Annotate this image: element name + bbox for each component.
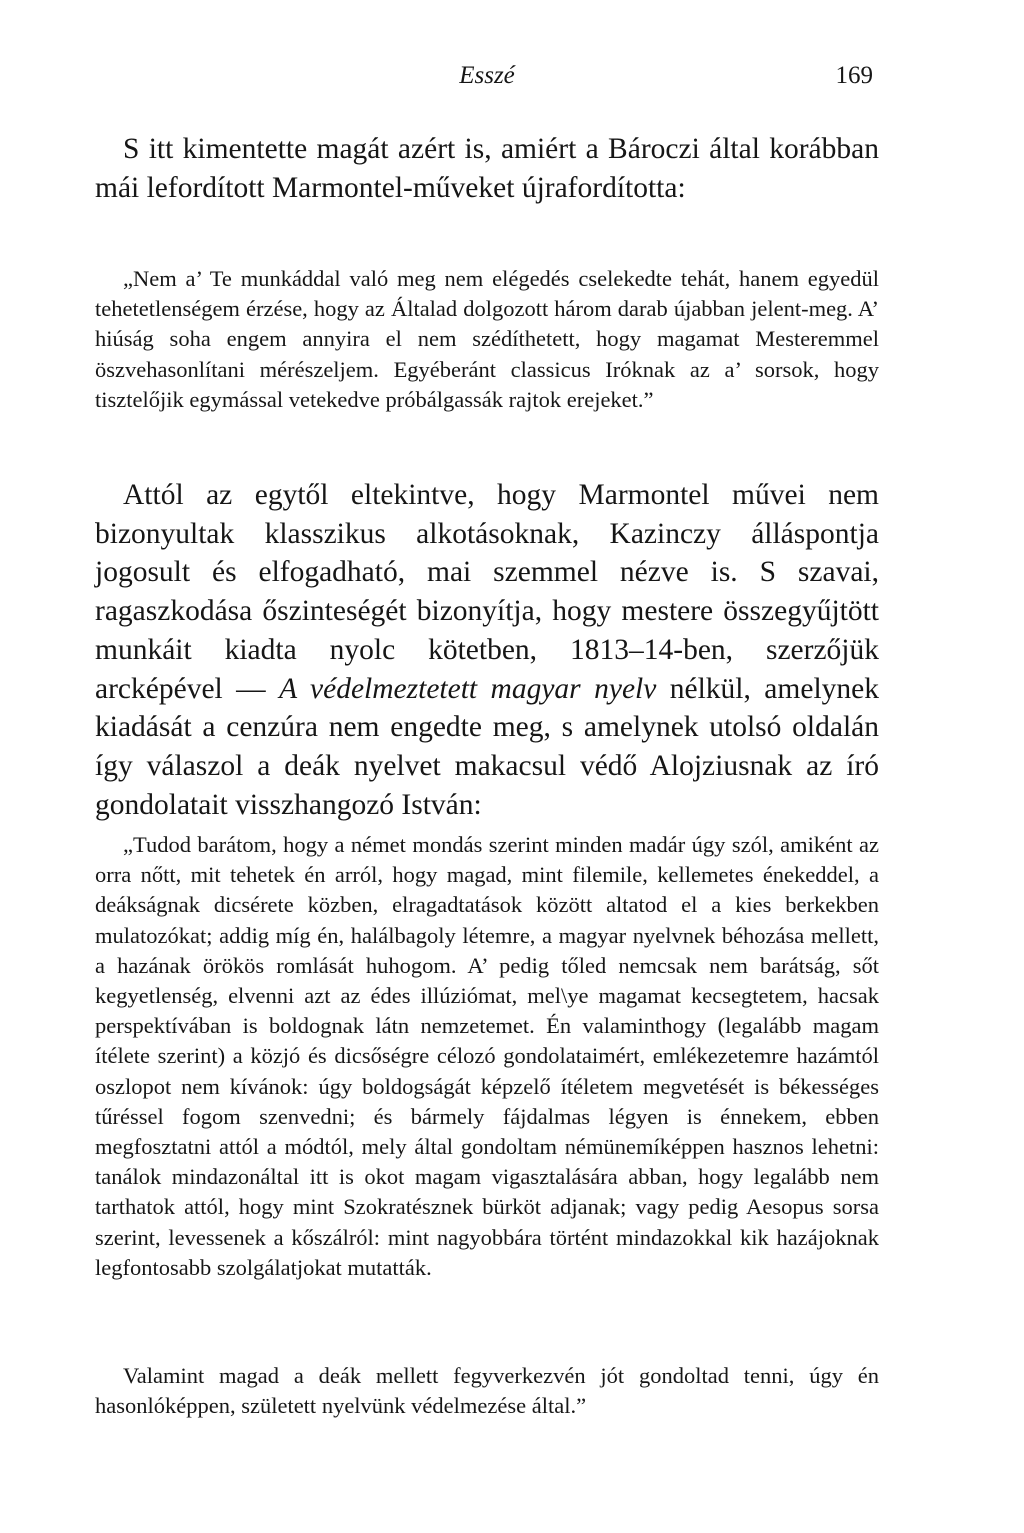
paragraph-main-text-start: Attól az egytől eltekintve, hogy Marmontel művei nem bizonyultak klasszikus alkotásoknak, Kazinczy álláspontja jogosult és elfogadható, mai szemmel nézve is. S szavai, ragaszkodása őszinteségét bizonyítja, hogy mestere összegyűjtött munkáit kiadta nyolc kötetben, 1813–14-ben, szerzőjük arcképével —	[95, 479, 879, 705]
quotation-second: „Tudod barátom, hogy a német mondás szerint minden madár úgy szól, amiként az orra nőtt, mit tehetek én arról, hogy magad, mint filemile, kellemetes énekeddel, a deákságnak dicsérete közben, elragadtatások között altatod el a kies berkekben mulatozókat; addig míg én, halálbagoly létemre, a magyar nyelvnek béhozása mellett, a hazának örökös romlását huhogom. A’ pedig tőled nemcsak nem barátság, sőt kegyetlenség, elvenni azt az édes illúziómat, mel\ye magamat kecsegtetem, hacsak perspektívában is boldognak látn nemzetemet. Én valaminthogy (legalább magam ítélete szerint) a közjó és dicsőségre célozó gondolataimért, emlékezetemre hazámtól oszlopot nem kívánok: úgy boldogságát képzelő ítéletem megvetését is békességes tűréssel fogom szenvedni; és bármely fájdalmas légyen is énnekem, ebben megfosztatni attól a módtól, mely által gondoltam némünemíképpen hasznos lehetni: tanálok mindazonáltal itt is okot magam vigasztalására abban, hogy legalább nem tarthatok attól, hogy mint Szokratésznek bürköt adjanak; vagy pedig Aesopus sorsa szerint, levessenek a kőszálról: mint nagyobbára történt mindazokkal kik hazájoknak legfontosabb szolgálatjokat mutatták.	[95, 832, 879, 1280]
quotation-first: „Nem a’ Te munkáddal való meg nem elégedés cselekedte tehát, hanem egyedül tehetetlenségem érzése, hogy az Általad dolgozott három darab újabban jelent-meg. A’ hiúság soha engem annyira el nem szédíthetett, hogy magamat Mesteremmel öszvehasonlítani mérészeljem. Egyéberánt classicus Iróknak az a’ sorsok, hogy tisztelőjik egymással vetekedve próbálgassák rajtok erejeket.”	[95, 266, 879, 412]
page-number: 169	[835, 62, 873, 89]
quotation-closing: Valamint magad a deák mellett fegyverkezvén jót gondoltad tenni, úgy én hasonlóképpen, született nyelvünk védelmezése által.”	[95, 1363, 879, 1419]
paragraph-main-text-end: nélkül, amelynek kiadását a cenzúra nem engedte meg, s amelynek utolsó oldalán így válaszol a deák nyelvet makacsul védő Alojziusnak az író gondolatait visszhangozó István:	[95, 672, 879, 821]
running-title: Esszé	[459, 62, 515, 89]
book-page	[95, 0, 879, 1533]
paragraph-intro: S itt kimentette magát azért is, amiért a Bároczi által korábban mái lefordított Marmontel-műveket újrafordította:	[95, 133, 879, 204]
work-title: A védelmeztetett magyar nyelv	[279, 672, 657, 705]
paragraph-main	[95, 476, 879, 824]
running-head	[95, 62, 879, 98]
